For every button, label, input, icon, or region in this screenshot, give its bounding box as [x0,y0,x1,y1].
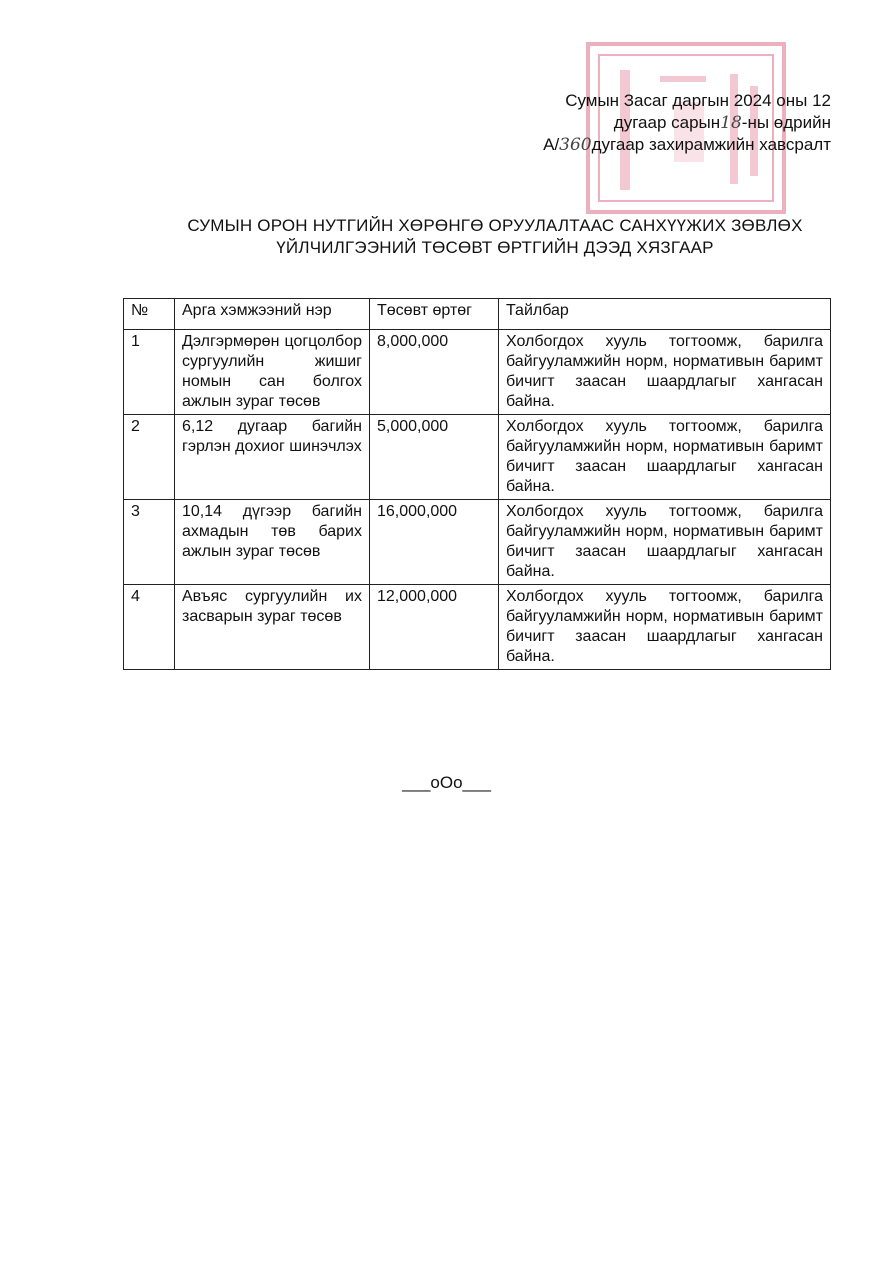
table-header-row [124,299,831,330]
header-number: № [124,299,175,330]
row-description: Холбогдох хууль тогтоомж, барилга байгууламжийн норм, нормативын баримт бичигт заасан шаардлагыг хангасан байна. [499,330,831,415]
header-description: Тайлбар [499,299,831,330]
header-line-2 [411,112,831,134]
row-description: Холбогдох хууль тогтоомж, барилга байгууламжийн норм, нормативын баримт бичигт заасан шаардлагыг хангасан байна. [499,415,831,500]
row-activity-name: 10,14 дүгээр багийн ахмадын төв барих ажлын зураг төсөв [175,500,370,585]
header-budget-cost: Төсөвт өртөг [370,299,499,330]
row-description: Холбогдох хууль тогтоомж, барилга байгууламжийн норм, нормативын баримт бичигт заасан шаардлагыг хангасан байна. [499,500,831,585]
title-line-1: СУМЫН ОРОН НУТГИЙН ХӨРӨНГӨ ОРУУЛАЛТААС САНХҮҮЖИХ ЗӨВЛӨХ [187,216,803,235]
table-row [124,500,831,585]
row-budget-cost: 5,000,000 [370,415,499,500]
row-budget-cost: 8,000,000 [370,330,499,415]
header-line-2-suffix: -ны өдрийн [741,113,831,132]
row-number: 3 [124,500,175,585]
handwritten-day: 18 [720,113,742,133]
row-description: Холбогдох хууль тогтоомж, барилга байгууламжийн норм, нормативын баримт бичигт заасан шаардлагыг хангасан байна. [499,585,831,670]
header-line-3-text: дугаар захирамжийн хавсралт [591,135,831,154]
row-activity-name: 6,12 дугаар багийн гэрлэн дохиог шинэчлэх [175,415,370,500]
row-budget-cost: 12,000,000 [370,585,499,670]
attachment-header [411,90,831,156]
row-number: 2 [124,415,175,500]
seal-glyph [660,76,706,82]
end-of-document-mark: ___oOo___ [402,773,491,792]
header-line-3-prefix: А/ [543,135,560,154]
row-activity-name: Авъяс сургуулийн их засварын зураг төсөв [175,585,370,670]
table-row [124,585,831,670]
title-line-2: ҮЙЛЧИЛГЭЭНИЙ ТӨСӨВТ ӨРТГИЙН ДЭЭД ХЯЗГААР [276,238,714,257]
handwritten-order-number: 360 [559,135,592,155]
table-row [124,415,831,500]
row-number: 1 [124,330,175,415]
budget-table [123,298,831,670]
document-title [150,215,840,259]
header-activity-name: Арга хэмжээний нэр [175,299,370,330]
row-budget-cost: 16,000,000 [370,500,499,585]
header-line-2-text: дугаар сарын [613,113,721,132]
header-line-3 [411,134,831,156]
header-line-1: Сумын Засаг даргын 2024 оны 12 [565,91,831,110]
table-row [124,330,831,415]
row-number: 4 [124,585,175,670]
row-activity-name: Дэлгэрмөрөн цогцолбор сургуулийн жишиг номын сан болгох ажлын зураг төсөв [175,330,370,415]
